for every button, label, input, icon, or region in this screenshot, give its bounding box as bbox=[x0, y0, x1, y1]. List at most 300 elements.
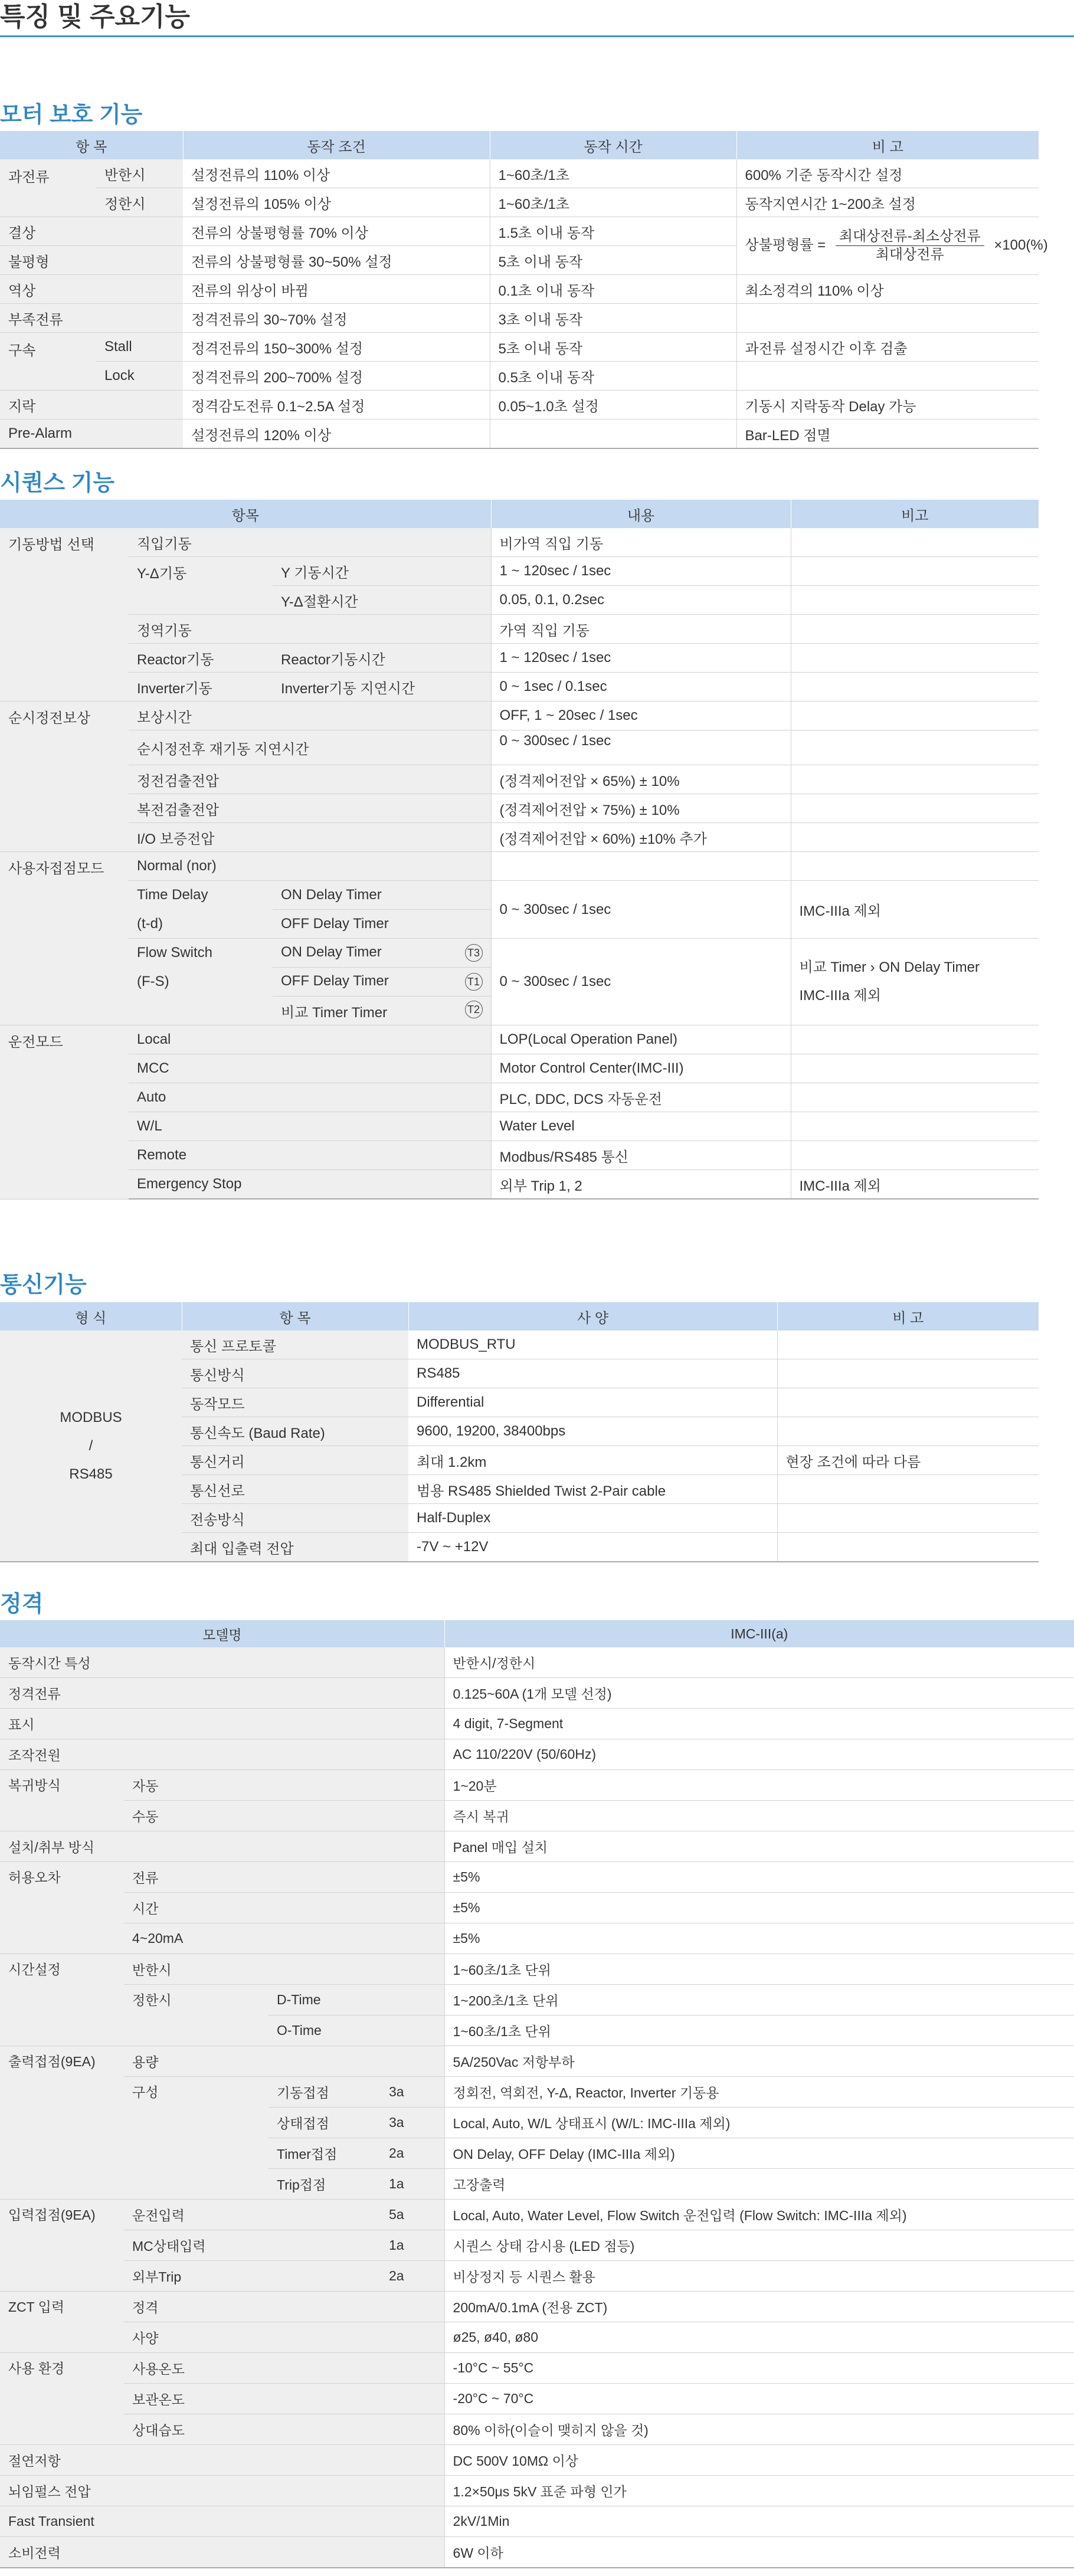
note-cell bbox=[777, 1330, 1039, 1359]
row-label: Pre-Alarm bbox=[0, 419, 183, 449]
time-cell: 1~60초/1초 bbox=[490, 159, 736, 188]
spec-value: Panel 매입 설치 bbox=[444, 1831, 1074, 1862]
spec-cell: -7V ~ +12V bbox=[408, 1533, 777, 1562]
subitem-label: Y-Δ절환시간 bbox=[273, 586, 491, 615]
item-label: 정전검출전압 bbox=[129, 765, 491, 794]
table-row bbox=[0, 217, 1039, 246]
spec-sublabel: 외부Trip bbox=[124, 2261, 381, 2292]
table-row bbox=[0, 644, 1039, 673]
note-cell: 과전류 설정시간 이후 검출 bbox=[736, 333, 1039, 362]
content-cell: 1 ~ 120sec / 1sec bbox=[491, 644, 791, 673]
note-cell bbox=[791, 528, 1039, 557]
spec-subsublabel: Timer접점 bbox=[268, 2138, 381, 2169]
spec-value: 0.125~60A (1개 모델 선정) bbox=[444, 1678, 1074, 1709]
table-row bbox=[0, 765, 1039, 794]
table-row bbox=[0, 2230, 1074, 2261]
item-label: 최대 입출력 전압 bbox=[182, 1533, 408, 1562]
header-cell: 내용 bbox=[491, 500, 791, 528]
content-cell: (정격제어전압 × 65%) ± 10% bbox=[491, 765, 791, 794]
timer-marker-icon: T2 bbox=[465, 1001, 483, 1018]
header-cell: 항목 bbox=[0, 500, 491, 528]
header-cell: 비 고 bbox=[736, 131, 1039, 159]
subitem-label: ON Delay Timer bbox=[273, 881, 491, 910]
table-row bbox=[0, 1025, 1039, 1054]
table-row bbox=[0, 2506, 1074, 2537]
table-row bbox=[0, 730, 1039, 765]
note-cell bbox=[777, 1388, 1039, 1417]
time-cell: 0.1초 이내 동작 bbox=[490, 275, 736, 304]
note-cell: 기동시 지락동작 Delay 가능 bbox=[736, 391, 1039, 419]
spec-contact-count: 2a bbox=[381, 2138, 444, 2169]
spec-label: 표시 bbox=[0, 1709, 444, 1739]
header-cell: 모델명 bbox=[0, 1620, 444, 1647]
spec-value: ±5% bbox=[444, 1923, 1074, 1954]
subitem-text: OFF Delay Timer bbox=[281, 973, 389, 989]
motor-protection-table bbox=[0, 131, 1048, 449]
table-row bbox=[0, 1954, 1074, 1985]
content-cell: OFF, 1 ~ 20sec / 1sec bbox=[491, 702, 791, 730]
table-row bbox=[0, 2292, 1074, 2322]
table-row bbox=[0, 1862, 1074, 1893]
formula-fraction bbox=[836, 228, 984, 264]
spec-cell: Differential bbox=[408, 1388, 777, 1417]
subitem-text: ON Delay Timer bbox=[281, 944, 382, 960]
row-label: 구속 bbox=[0, 333, 96, 391]
spec-group-label: ZCT 입력 bbox=[0, 2292, 124, 2353]
type-line: RS485 bbox=[69, 1466, 113, 1482]
condition-cell: 설정전류의 110% 이상 bbox=[183, 159, 490, 188]
type-cell bbox=[0, 1330, 182, 1562]
spec-value: 200mA/0.1mA (전용 ZCT) bbox=[444, 2292, 1074, 2322]
note-cell bbox=[791, 939, 1039, 1025]
table-row bbox=[0, 823, 1039, 852]
table-row bbox=[0, 673, 1039, 702]
spec-cell: MODBUS_RTU bbox=[408, 1330, 777, 1359]
note-cell bbox=[777, 1504, 1039, 1533]
spec-sublabel: 전류 bbox=[124, 1862, 444, 1893]
subitem-text: 비교 Timer Timer bbox=[281, 1004, 388, 1021]
spec-value: 2kV/1Min bbox=[444, 2506, 1074, 2537]
table-row bbox=[0, 1831, 1074, 1862]
item-label: 정역기동 bbox=[129, 615, 491, 644]
note-cell: IMC-IIIa 제외 bbox=[791, 1170, 1039, 1199]
time-cell: 5초 이내 동작 bbox=[490, 333, 736, 362]
content-cell: 비가역 직입 기동 bbox=[491, 528, 791, 557]
note-cell bbox=[791, 1112, 1039, 1141]
header-cell: 항 목 bbox=[0, 131, 183, 159]
spec-value: ON Delay, OFF Delay (IMC-IIIa 제외) bbox=[444, 2138, 1074, 2169]
spec-label: 조작전원 bbox=[0, 1739, 444, 1770]
group-label: 순시정전보상 bbox=[0, 702, 129, 852]
spec-sublabel: 정한시 bbox=[124, 1985, 268, 2046]
section-title-communication: 통신기능 bbox=[0, 1273, 87, 1297]
spec-cell: 최대 1.2km bbox=[408, 1446, 777, 1475]
note-cell bbox=[791, 673, 1039, 702]
table-row bbox=[0, 881, 1039, 910]
type-line: / bbox=[89, 1437, 93, 1454]
table-row bbox=[0, 2322, 1074, 2353]
spec-label: 뇌임펄스 전압 bbox=[0, 2476, 444, 2506]
spec-cell: Half-Duplex bbox=[408, 1504, 777, 1533]
row-label: 부족전류 bbox=[0, 304, 183, 333]
table-row bbox=[0, 1678, 1074, 1709]
spec-group-label: 출력접점(9EA) bbox=[0, 2046, 124, 2200]
item-label: Time Delay bbox=[129, 881, 273, 910]
spec-value: 1~60초/1초 단위 bbox=[444, 2015, 1074, 2046]
spec-value: 1~200초/1초 단위 bbox=[444, 1985, 1074, 2015]
table-row bbox=[0, 2537, 1074, 2568]
time-cell: 1~60초/1초 bbox=[490, 188, 736, 217]
table-row bbox=[0, 1054, 1039, 1083]
table-header-row bbox=[0, 500, 1039, 528]
spec-value: 비상정지 등 시퀀스 활용 bbox=[444, 2261, 1074, 2292]
table-row bbox=[0, 1709, 1074, 1739]
table-row bbox=[0, 2077, 1074, 2108]
spec-cell: RS485 bbox=[408, 1359, 777, 1388]
item-label: Emergency Stop bbox=[129, 1170, 491, 1199]
table-header-row bbox=[0, 1620, 1074, 1647]
content-cell: Motor Control Center(IMC-III) bbox=[491, 1054, 791, 1083]
item-label: 통신속도 (Baud Rate) bbox=[182, 1417, 408, 1446]
subitem-label bbox=[273, 939, 491, 968]
header-cell: 형 식 bbox=[0, 1302, 182, 1330]
content-cell: 0 ~ 300sec / 1sec bbox=[491, 730, 791, 765]
content-cell: LOP(Local Operation Panel) bbox=[491, 1025, 791, 1054]
note-cell bbox=[791, 852, 1039, 881]
table-row bbox=[0, 1647, 1074, 1678]
spec-contact-count: 2a bbox=[381, 2261, 444, 2292]
spec-label: 소비전력 bbox=[0, 2537, 444, 2568]
content-cell: (정격제어전압 × 75%) ± 10% bbox=[491, 794, 791, 823]
table-row bbox=[0, 1801, 1074, 1831]
condition-cell: 전류의 상불평형률 30~50% 설정 bbox=[183, 246, 490, 275]
spec-cell: 범용 RS485 Shielded Twist 2-Pair cable bbox=[408, 1475, 777, 1504]
note-cell bbox=[791, 557, 1039, 586]
content-cell bbox=[491, 852, 791, 881]
title-divider bbox=[0, 35, 1074, 37]
item-label: Auto bbox=[129, 1083, 491, 1112]
spec-contact-count: 3a bbox=[381, 2077, 444, 2108]
row-label: 결상 bbox=[0, 217, 183, 246]
table-row bbox=[0, 2384, 1074, 2414]
item-label: 보상시간 bbox=[129, 702, 491, 730]
header-cell: 동작 시간 bbox=[490, 131, 736, 159]
spec-value: DC 500V 10MΩ 이상 bbox=[444, 2445, 1074, 2476]
note-cell bbox=[791, 702, 1039, 730]
item-label: Local bbox=[129, 1025, 491, 1054]
condition-cell: 정격전류의 30~70% 설정 bbox=[183, 304, 490, 333]
time-cell: 1.5초 이내 동작 bbox=[490, 217, 736, 246]
content-cell: 0 ~ 300sec / 1sec bbox=[491, 939, 791, 1025]
table-header-row bbox=[0, 1302, 1039, 1330]
group-label: 기동방법 선택 bbox=[0, 528, 129, 702]
subitem-label bbox=[273, 968, 491, 997]
note-cell bbox=[791, 730, 1039, 765]
spec-sublabel: 사용온도 bbox=[124, 2353, 444, 2384]
spec-sublabel: 사양 bbox=[124, 2322, 444, 2353]
item-label: 통신거리 bbox=[182, 1446, 408, 1475]
table-row bbox=[0, 1112, 1039, 1141]
note-cell bbox=[736, 304, 1039, 333]
table-row bbox=[0, 188, 1039, 217]
content-cell: Water Level bbox=[491, 1112, 791, 1141]
content-cell: 가역 직입 기동 bbox=[491, 615, 791, 644]
item-label: 통신 프로토콜 bbox=[182, 1330, 408, 1359]
item-label: (F-S) bbox=[129, 968, 273, 997]
note-cell bbox=[791, 823, 1039, 852]
spec-value: 80% 이하(이슬이 맺히지 않을 것) bbox=[444, 2414, 1074, 2445]
note-cell bbox=[791, 615, 1039, 644]
condition-cell: 정격전류의 200~700% 설정 bbox=[183, 362, 490, 391]
header-cell: 비고 bbox=[791, 500, 1039, 528]
condition-cell: 설정전류의 120% 이상 bbox=[183, 419, 490, 449]
table-row bbox=[0, 2445, 1074, 2476]
spec-value: ø25, ø40, ø80 bbox=[444, 2322, 1074, 2353]
spec-value: 1~20분 bbox=[444, 1770, 1074, 1801]
spec-sublabel: 용량 bbox=[124, 2046, 444, 2077]
spec-value: 6W 이하 bbox=[444, 2537, 1074, 2568]
time-cell: 3초 이내 동작 bbox=[490, 304, 736, 333]
spec-sublabel: 반한시 bbox=[124, 1954, 444, 1985]
row-label: 과전류 bbox=[0, 159, 96, 217]
subitem-label: Reactor기동시간 bbox=[273, 644, 491, 673]
spec-cell: 9600, 19200, 38400bps bbox=[408, 1417, 777, 1446]
spec-value: Local, Auto, Water Level, Flow Switch 운전입력 (Flow Switch: IMC-IIIa 제외) bbox=[444, 2200, 1074, 2230]
content-cell: 0 ~ 300sec / 1sec bbox=[491, 881, 791, 939]
header-cell: 항 목 bbox=[182, 1302, 408, 1330]
spec-subsublabel: Trip접점 bbox=[268, 2169, 381, 2200]
table-row bbox=[0, 1083, 1039, 1112]
row-sublabel: Stall bbox=[96, 333, 183, 362]
table-row bbox=[0, 2261, 1074, 2292]
spec-sublabel: MC상태입력 bbox=[124, 2230, 381, 2261]
content-cell: Modbus/RS485 통신 bbox=[491, 1141, 791, 1170]
spec-value: 5A/250Vac 저항부하 bbox=[444, 2046, 1074, 2077]
group-label: 운전모드 bbox=[0, 1025, 129, 1199]
item-label: Y-Δ기동 bbox=[129, 557, 273, 615]
note-cell bbox=[777, 1417, 1039, 1446]
item-label: I/O 보증전압 bbox=[129, 823, 491, 852]
item-label: Normal (nor) bbox=[129, 852, 491, 881]
formula-suffix: ×100(%) bbox=[994, 237, 1048, 253]
spec-sublabel: 시간 bbox=[124, 1893, 444, 1923]
spec-value: 고장출력 bbox=[444, 2169, 1074, 2200]
table-row bbox=[0, 2200, 1074, 2230]
table-row bbox=[0, 852, 1039, 881]
note-cell bbox=[777, 1533, 1039, 1562]
note-cell bbox=[791, 644, 1039, 673]
type-line: MODBUS bbox=[60, 1409, 122, 1425]
condition-cell: 전류의 위상이 바뀜 bbox=[183, 275, 490, 304]
header-cell: 동작 조건 bbox=[183, 131, 490, 159]
spec-group-label: 복귀방식 bbox=[0, 1770, 124, 1831]
table-row bbox=[0, 1739, 1074, 1770]
spec-sublabel: 정격 bbox=[124, 2292, 444, 2322]
formula-label: 상불평형률 = bbox=[745, 237, 826, 253]
note-cell bbox=[791, 1054, 1039, 1083]
sequence-table bbox=[0, 500, 1039, 1199]
spec-value: ±5% bbox=[444, 1893, 1074, 1923]
note-cell bbox=[791, 1083, 1039, 1112]
item-label: Remote bbox=[129, 1141, 491, 1170]
spec-subsublabel: 상태접점 bbox=[268, 2108, 381, 2138]
spec-sublabel: 보관온도 bbox=[124, 2384, 444, 2414]
section-title-rating: 정격 bbox=[0, 1592, 44, 1617]
page-title: 특징 및 주요기능 bbox=[0, 2, 190, 31]
item-label: (t-d) bbox=[129, 910, 273, 939]
content-cell: PLC, DDC, DCS 자동운전 bbox=[491, 1083, 791, 1112]
table-row bbox=[0, 2046, 1074, 2077]
rating-table bbox=[0, 1620, 1074, 2568]
table-row bbox=[0, 1141, 1039, 1170]
note-cell bbox=[791, 586, 1039, 615]
table-row bbox=[0, 1170, 1039, 1199]
spec-sublabel: 수동 bbox=[124, 1801, 444, 1831]
timer-marker-icon: T3 bbox=[465, 944, 483, 962]
spec-contact-count: 1a bbox=[381, 2169, 444, 2200]
item-label: 통신방식 bbox=[182, 1359, 408, 1388]
row-label: 불평형 bbox=[0, 246, 183, 275]
spec-contact-count: 3a bbox=[381, 2108, 444, 2138]
spec-label: 동작시간 특성 bbox=[0, 1647, 444, 1678]
spec-label: 절연저항 bbox=[0, 2445, 444, 2476]
item-label: 직입기동 bbox=[129, 528, 491, 557]
condition-cell: 전류의 상불평형률 70% 이상 bbox=[183, 217, 490, 246]
spec-group-label: 입력접점(9EA) bbox=[0, 2200, 124, 2292]
note-cell bbox=[791, 794, 1039, 823]
table-row bbox=[0, 557, 1039, 586]
spec-value: 1.2×50μs 5kV 표준 파형 인가 bbox=[444, 2476, 1074, 2506]
note-line: 비교 Timer › ON Delay Timer bbox=[799, 959, 980, 975]
spec-contact-count: 5a bbox=[381, 2200, 444, 2230]
time-cell: 0.5초 이내 동작 bbox=[490, 362, 736, 391]
spec-group-label: 허용오차 bbox=[0, 1862, 124, 1954]
header-cell: IMC-III(a) bbox=[444, 1620, 1074, 1647]
table-row bbox=[0, 304, 1039, 333]
item-label: 복전검출전압 bbox=[129, 794, 491, 823]
item-label: MCC bbox=[129, 1054, 491, 1083]
spec-value: Local, Auto, W/L 상태표시 (W/L: IMC-IIIa 제외) bbox=[444, 2108, 1074, 2138]
section-title-sequence: 시퀀스 기능 bbox=[0, 471, 115, 496]
item-label: Inverter기동 bbox=[129, 673, 273, 702]
table-row bbox=[0, 794, 1039, 823]
communication-table bbox=[0, 1302, 1039, 1562]
note-cell bbox=[777, 1359, 1039, 1388]
spec-sublabel: 구성 bbox=[124, 2077, 268, 2200]
formula-numerator: 최대상전류-최소상전류 bbox=[836, 228, 984, 246]
note-cell: 현장 조건에 따라 다름 bbox=[777, 1446, 1039, 1475]
spec-label: 설치/취부 방식 bbox=[0, 1831, 444, 1862]
time-cell bbox=[490, 419, 736, 449]
item-label: 통신선로 bbox=[182, 1475, 408, 1504]
note-cell bbox=[791, 765, 1039, 794]
table-row bbox=[0, 1893, 1074, 1923]
item-label: 순시정전후 재기동 지연시간 bbox=[129, 730, 491, 765]
table-header-row bbox=[0, 131, 1039, 159]
spec-contact-count: 1a bbox=[381, 2230, 444, 2261]
note-cell bbox=[777, 1475, 1039, 1504]
item-label: Reactor기동 bbox=[129, 644, 273, 673]
spec-value: 1~60초/1초 단위 bbox=[444, 1954, 1074, 1985]
table-row bbox=[0, 159, 1039, 188]
note-cell: IMC-IIIa 제외 bbox=[791, 881, 1039, 939]
table-row bbox=[0, 2414, 1074, 2445]
table-row bbox=[0, 419, 1039, 449]
timer-marker-icon: T1 bbox=[465, 973, 483, 991]
spec-subsublabel: O-Time bbox=[268, 2015, 444, 2046]
note-line: IMC-IIIa 제외 bbox=[799, 988, 881, 1004]
spec-subsublabel: 기동접점 bbox=[268, 2077, 381, 2108]
time-cell: 0.05~1.0초 설정 bbox=[490, 391, 736, 419]
spec-value: AC 110/220V (50/60Hz) bbox=[444, 1739, 1074, 1770]
table-row bbox=[0, 2476, 1074, 2506]
subitem-label: OFF Delay Timer bbox=[273, 910, 491, 939]
note-cell bbox=[791, 1141, 1039, 1170]
spec-label: 정격전류 bbox=[0, 1678, 444, 1709]
table-row bbox=[0, 275, 1039, 304]
condition-cell: 정격전류의 150~300% 설정 bbox=[183, 333, 490, 362]
note-cell: 최소정격의 110% 이상 bbox=[736, 275, 1039, 304]
row-sublabel: 정한시 bbox=[96, 188, 183, 217]
table-row bbox=[0, 2353, 1074, 2384]
subitem-label bbox=[273, 997, 491, 1025]
content-cell: 1 ~ 120sec / 1sec bbox=[491, 557, 791, 586]
note-cell bbox=[736, 362, 1039, 391]
spec-sublabel: 상대습도 bbox=[124, 2414, 444, 2445]
item-label bbox=[129, 997, 273, 1025]
table-row bbox=[0, 528, 1039, 557]
item-label: 동작모드 bbox=[182, 1388, 408, 1417]
spec-value: 정회전, 역회전, Y-Δ, Reactor, Inverter 기동용 bbox=[444, 2077, 1074, 2108]
spec-sublabel: 운전입력 bbox=[124, 2200, 381, 2230]
spec-value: 4 digit, 7-Segment bbox=[444, 1709, 1074, 1739]
spec-value: -10°C ~ 55°C bbox=[444, 2353, 1074, 2384]
note-cell bbox=[791, 1025, 1039, 1054]
spec-value: 시퀀스 상태 감시용 (LED 점등) bbox=[444, 2230, 1074, 2261]
spec-value: ±5% bbox=[444, 1862, 1074, 1893]
table-row bbox=[0, 1770, 1074, 1801]
header-cell: 비 고 bbox=[777, 1302, 1039, 1330]
header-cell: 사 양 bbox=[408, 1302, 777, 1330]
content-cell: (정격제어전압 × 60%) ±10% 추가 bbox=[491, 823, 791, 852]
spec-group-label: 시간설정 bbox=[0, 1954, 124, 2046]
spec-subsublabel: D-Time bbox=[268, 1985, 444, 2015]
item-label: Flow Switch bbox=[129, 939, 273, 968]
table-row bbox=[0, 1985, 1074, 2015]
note-cell: Bar-LED 점멸 bbox=[736, 419, 1039, 449]
table-row bbox=[0, 939, 1039, 968]
item-label: W/L bbox=[129, 1112, 491, 1141]
table-row bbox=[0, 391, 1039, 419]
row-label: 지락 bbox=[0, 391, 183, 419]
section-title-motor-protection: 모터 보호 기능 bbox=[0, 103, 143, 127]
item-label: 전송방식 bbox=[182, 1504, 408, 1533]
subitem-label: Inverter기동 지연시간 bbox=[273, 673, 491, 702]
note-cell: 동작지연시간 1~200초 설정 bbox=[736, 188, 1039, 217]
spec-value: 반한시/정한시 bbox=[444, 1647, 1074, 1678]
spec-value: -20°C ~ 70°C bbox=[444, 2384, 1074, 2414]
group-label: 사용자접점모드 bbox=[0, 852, 129, 1025]
note-cell: 600% 기준 동작시간 설정 bbox=[736, 159, 1039, 188]
spec-group-label: 사용 환경 bbox=[0, 2353, 124, 2445]
table-row bbox=[0, 702, 1039, 730]
spec-sublabel: 4~20mA bbox=[124, 1923, 444, 1954]
row-label: 역상 bbox=[0, 275, 183, 304]
table-row bbox=[0, 362, 1039, 391]
condition-cell: 정격감도전류 0.1~2.5A 설정 bbox=[183, 391, 490, 419]
condition-cell: 설정전류의 105% 이상 bbox=[183, 188, 490, 217]
spec-value: 즉시 복귀 bbox=[444, 1801, 1074, 1831]
